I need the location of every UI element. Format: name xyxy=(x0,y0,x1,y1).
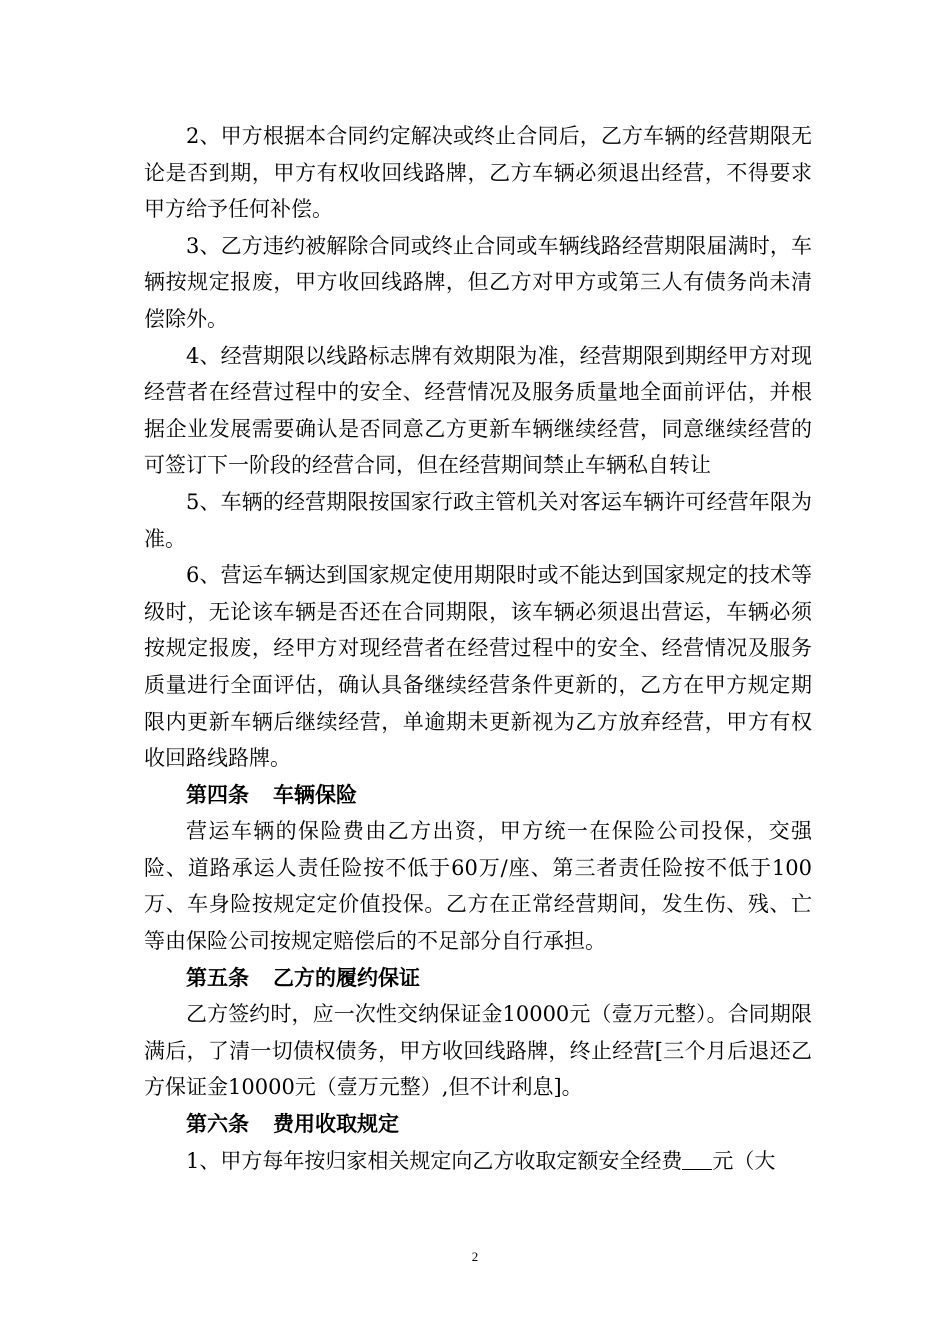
article-4-heading xyxy=(144,777,812,814)
paragraph-clause-2: 2、甲方根据本合同约定解决或终止合同后，乙方车辆的经营期限无论是否到期，甲方有权收回线路牌，乙方车辆必须退出经营，不得要求甲方给予任何补偿。 xyxy=(144,124,812,222)
page-number: 2 xyxy=(471,1249,479,1264)
article-6-item-1-suffix: 元（大 xyxy=(712,1148,776,1173)
article-4-text: 营运车辆的保险费由乙方出资，甲方统一在保险公司投保，交强险、道路承运人责任险按不低于60万/座、第三者责任险按不低于100万、车身险按规定定价值投保。乙方在正常经营期间，发生伤、残、亡等由保险公司按规定赔偿后的不足部分自行承担。 xyxy=(144,819,812,954)
article-4-number: 第四条 xyxy=(186,781,249,807)
paragraph-clause-5: 5、车辆的经营期限按国家行政主管机关对客运车辆许可经营年限为准。 xyxy=(144,489,812,551)
article-5-heading xyxy=(144,960,812,997)
article-5-text: 乙方签约时，应一次性交纳保证金10000元（壹万元整）。合同期限满后，了清一切债权债务，甲方收回线路牌，终止经营[三个月后退还乙方保证金10000元（壹万元整）,但不计利息]。 xyxy=(144,1002,812,1100)
article-5-number: 第五条 xyxy=(186,964,249,990)
fill-in-blank xyxy=(682,1149,712,1170)
document-body xyxy=(144,118,812,1179)
article-6-title: 费用收取规定 xyxy=(273,1111,399,1137)
paragraph-clause-6: 6、营运车辆达到国家规定使用期限时或不能达到国家规定的技术等级时，无论该车辆是否还在合同期限，该车辆必须退出营运，车辆必须按规定报废，经甲方对现经营者在经营过程中的安全、经营情况及服务质量进行全面评估，确认具备继续经营条件更新的，乙方在甲方规定期限内更新车辆后继续经营，单逾期未更新视为乙方放弃经营，甲方有权收回路线路牌。 xyxy=(144,563,812,771)
article-6-item-1-text: 1、甲方每年按归家相关规定向乙方收取定额安全经费 xyxy=(186,1148,683,1173)
article-5-title: 乙方的履约保证 xyxy=(273,964,420,990)
article-6-item-1 xyxy=(144,1143,812,1180)
paragraph-clause-4: 4、经营期限以线路标志牌有效期限为准，经营期限到期经甲方对现经营者在经营过程中的安全、经营情况及服务质量地全面前评估，并根据企业发展需要确认是否同意乙方更新车辆继续经营，同意继续经营的可签订下一阶段的经营合同，但在经营期间禁止车辆私自转让 xyxy=(144,343,812,478)
article-6-heading xyxy=(144,1106,812,1143)
article-6-number: 第六条 xyxy=(186,1111,249,1137)
article-4-title: 车辆保险 xyxy=(273,781,357,807)
paragraph-clause-3: 3、乙方违约被解除合同或终止合同或车辆线路经营期限届满时，车辆按规定报废，甲方收回线路牌，但乙方对甲方或第三人有债务尚未清偿除外。 xyxy=(144,233,812,331)
